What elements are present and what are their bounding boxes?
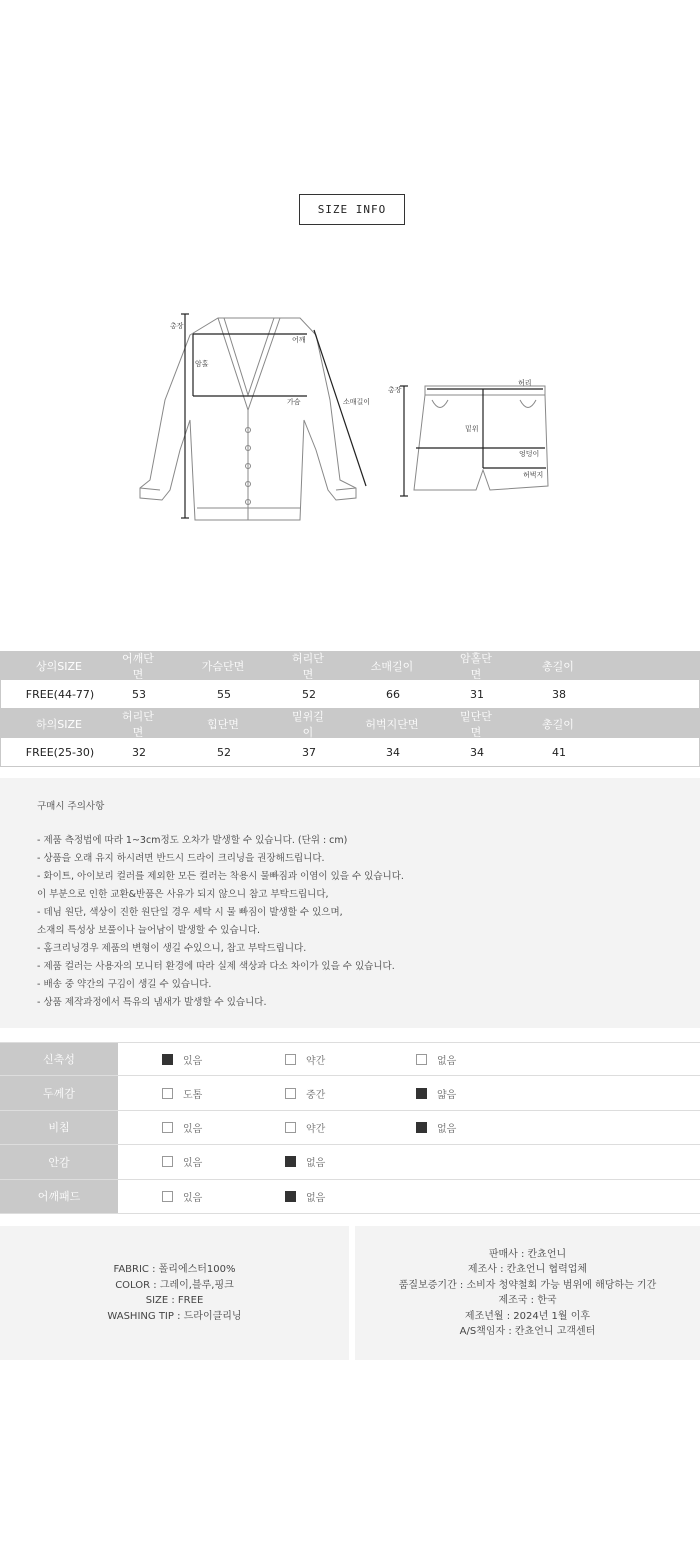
attribute-option: 얇음 — [416, 1076, 456, 1109]
notice-line: - 배송 중 약간의 구김이 생길 수 있습니다. — [37, 979, 212, 990]
checkbox-empty — [285, 1054, 296, 1065]
attribute-option: 있음 — [162, 1145, 202, 1178]
cardigan-chest-label: 가슴 — [287, 398, 301, 406]
checkbox-checked — [162, 1054, 173, 1065]
table-cell: 38 — [552, 687, 566, 701]
table-cell: 34 — [470, 745, 484, 759]
table-cell: 53 — [132, 687, 146, 701]
product-info-line: COLOR : 그레이,블루,핑크 — [115, 1279, 234, 1291]
checkbox-empty — [416, 1054, 427, 1065]
attribute-label: 두께감 — [0, 1076, 118, 1109]
checkbox-empty — [285, 1088, 296, 1099]
product-info-line: WASHING TIP : 드라이클리닝 — [107, 1310, 242, 1322]
table-header-cell: 암홀단면 — [460, 651, 492, 681]
notice-line: - 화이트, 아이보리 컬러를 제외한 모든 컬러는 착용시 물빠짐과 이염이 있을 수 있습니다. — [37, 871, 404, 882]
seller-info-line: A/S책임자 : 칸쵸언니 고객센터 — [459, 1326, 596, 1337]
checkbox-checked — [416, 1122, 427, 1133]
top-size-data-row — [0, 680, 700, 709]
table-header-cell: 소매길이 — [370, 659, 414, 673]
notice-line: 이 부분으로 인한 교환&반품은 사유가 되지 않으니 참고 부탁드립니다, — [37, 889, 329, 900]
attribute-option: 있음 — [162, 1043, 202, 1075]
cardigan-sleeve-length-label: 소매길이 — [343, 398, 371, 406]
table-header-cell: 밑단단면 — [460, 709, 492, 739]
seller-info-line: 판매사 : 칸쵸언니 — [488, 1248, 567, 1260]
attribute-option: 없음 — [285, 1145, 325, 1178]
attribute-option: 있음 — [162, 1180, 202, 1213]
table-header-cell: 총길이 — [542, 659, 574, 673]
shorts-waist-label: 허리 — [518, 379, 532, 387]
seller-info-panel — [355, 1226, 700, 1360]
table-header-cell: 가슴단면 — [201, 659, 245, 673]
size-table — [0, 651, 700, 767]
bottom-size-data-row — [0, 738, 700, 767]
attribute-option: 없음 — [416, 1111, 456, 1144]
cardigan-illustration — [140, 318, 356, 520]
table-cell: 66 — [386, 687, 400, 701]
checkbox-empty — [162, 1156, 173, 1167]
shorts-hip-label: 엉덩이 — [519, 450, 540, 458]
size-info-title: SIZE INFO — [299, 194, 405, 225]
attribute-option: 중간 — [285, 1076, 325, 1109]
notice-title: 구매시 주의사항 — [37, 801, 105, 812]
attribute-option: 있음 — [162, 1111, 202, 1144]
checkbox-checked — [285, 1191, 296, 1202]
seller-info-line: 제조사 : 칸쵸언니 협력업체 — [467, 1264, 588, 1275]
notice-line: - 홈크리닝경우 제품의 변형이 생길 수있으니, 참고 부탁드립니다. — [37, 943, 307, 954]
notice-line: - 상품을 오래 유지 하시려면 반드시 드라이 크리닝을 권장해드립니다. — [37, 853, 325, 864]
notice-line: - 데님 원단, 색상이 진한 원단일 경우 세탁 시 물 빠짐이 발생할 수 있으며, — [37, 907, 343, 918]
shorts-measure-lines — [400, 386, 546, 496]
cardigan-total-length-label: 총장 — [170, 322, 184, 330]
table-header-cell: 허벅지단면 — [365, 717, 419, 731]
table-cell: 55 — [217, 687, 231, 701]
attribute-label: 신축성 — [0, 1043, 118, 1075]
table-cell: 52 — [217, 745, 231, 759]
cardigan-armhole-label: 암홀 — [195, 360, 209, 368]
bottom-size-header-row — [0, 709, 700, 738]
checkbox-checked — [285, 1156, 296, 1167]
checkbox-empty — [162, 1191, 173, 1202]
seller-info-line: 제조국 : 한국 — [498, 1295, 557, 1306]
product-info-line: FABRIC : 폴리에스터100% — [113, 1264, 236, 1275]
table-cell: 32 — [132, 745, 146, 759]
attribute-option: 도톰 — [162, 1076, 202, 1109]
attribute-row — [0, 1180, 700, 1214]
shorts-total-length-label: 총장 — [388, 386, 402, 394]
notice-line: - 제품 컬러는 사용자의 모니터 환경에 따라 실제 색상과 다소 차이가 있을 수 있습니다. — [37, 961, 395, 972]
product-info-panel — [0, 1226, 349, 1360]
table-header-cell: 밑위길이 — [292, 709, 324, 739]
attribute-label: 안감 — [0, 1145, 118, 1178]
checkbox-empty — [285, 1122, 296, 1133]
table-header-cell: 어깨단면 — [122, 651, 154, 681]
table-cell: 52 — [302, 687, 316, 701]
table-header-cell: 상의SIZE — [36, 659, 82, 673]
attribute-option: 없음 — [416, 1043, 456, 1075]
notice-line: 소재의 특성상 보풀이나 늘어남이 발생할 수 있습니다. — [37, 925, 261, 936]
table-header-cell: 하의SIZE — [36, 717, 82, 731]
attribute-row — [0, 1145, 700, 1179]
table-cell: FREE(44-77) — [25, 687, 95, 701]
table-cell: 37 — [302, 745, 316, 759]
cardigan-shoulder-label: 어깨 — [292, 336, 306, 344]
cardigan-measure-lines — [181, 314, 366, 518]
seller-info-line: 제조년월 : 2024년 1월 이후 — [464, 1310, 591, 1322]
table-header-cell: 허리단면 — [292, 651, 324, 681]
notice-line: - 상품 제작과정에서 특유의 냄새가 발생할 수 있습니다. — [37, 997, 267, 1008]
table-cell: 34 — [386, 745, 400, 759]
attribute-option: 약간 — [285, 1111, 325, 1144]
table-header-cell: 총길이 — [542, 717, 574, 731]
shorts-rise-label: 밑위 — [465, 425, 479, 433]
checkbox-checked — [416, 1088, 427, 1099]
attribute-row — [0, 1111, 700, 1145]
shorts-thigh-label: 허벅지 — [523, 471, 544, 479]
seller-info-line: 품질보증기간 : 소비자 청약철회 가능 범위에 해당하는 기간 — [398, 1279, 657, 1291]
top-size-header-row — [0, 651, 700, 680]
table-cell: 31 — [470, 687, 484, 701]
table-header-cell: 허리단면 — [122, 709, 154, 739]
checkbox-empty — [162, 1088, 173, 1099]
attribute-table — [0, 1042, 700, 1214]
size-diagram — [0, 300, 700, 540]
notice-line: - 제품 측정법에 따라 1~3cm정도 오차가 발생할 수 있습니다. (단위 : cm) — [37, 835, 348, 846]
product-info-line: SIZE : FREE — [145, 1295, 204, 1306]
attribute-row — [0, 1076, 700, 1110]
purchase-notice — [0, 778, 700, 1028]
attribute-row — [0, 1042, 700, 1076]
attribute-option: 약간 — [285, 1043, 325, 1075]
table-cell: 41 — [552, 745, 566, 759]
checkbox-empty — [162, 1122, 173, 1133]
attribute-label: 비침 — [0, 1111, 118, 1144]
attribute-option: 없음 — [285, 1180, 325, 1213]
attribute-label: 어깨패드 — [0, 1180, 118, 1213]
table-cell: FREE(25-30) — [25, 745, 95, 759]
table-header-cell: 힙단면 — [207, 717, 239, 731]
